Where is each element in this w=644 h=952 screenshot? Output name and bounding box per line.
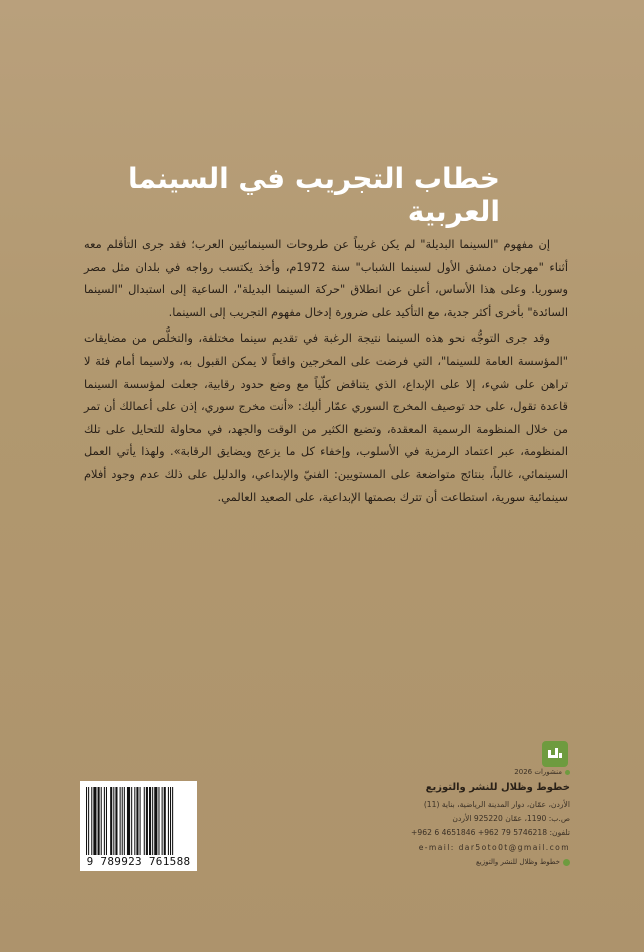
barcode-bar — [162, 787, 163, 855]
barcode-bar — [170, 787, 171, 855]
barcode-bar — [86, 787, 87, 855]
barcode-bar — [136, 787, 138, 855]
barcode-bar — [101, 787, 102, 855]
barcode-bar — [127, 787, 130, 855]
barcode-bar — [115, 787, 117, 855]
barcode-bar — [104, 787, 105, 855]
publisher-logo-glyph — [545, 745, 565, 763]
barcode-bar — [168, 787, 169, 855]
barcode-bars — [86, 787, 191, 855]
publisher-logo-icon — [542, 741, 568, 767]
series-label: منشورات 2026 — [514, 768, 562, 776]
facebook-icon — [563, 859, 570, 866]
publisher-address: الأردن، عمّان، دوار المدينة الرياضية، بناية (11) — [423, 800, 570, 809]
barcode-bar — [134, 787, 135, 855]
barcode-bar — [146, 787, 148, 855]
blurb-text — [84, 233, 568, 508]
barcode-bar — [124, 787, 125, 855]
barcode-bar — [93, 787, 96, 855]
publisher-name: خطوط وظلال للنشر والتوزيع — [425, 782, 570, 793]
barcode-bar — [110, 787, 112, 855]
book-title: خطاب التجريب في السينما العربية — [127, 162, 500, 228]
barcode-bar — [152, 787, 153, 855]
barcode-bar — [140, 787, 141, 855]
publisher-phone: تلفون: 5746218 79 962+ 4651846 6 962+ — [411, 828, 570, 837]
barcode-bar — [154, 787, 157, 855]
barcode-bar — [120, 787, 121, 855]
social-label: خطوط وظلال للنشر والتوزيع — [476, 858, 560, 866]
barcode-bar — [149, 787, 151, 855]
isbn-barcode — [80, 781, 197, 871]
series-dot-icon — [565, 770, 570, 775]
barcode-bar — [158, 787, 159, 855]
isbn-number: 9 789923 761588 — [86, 855, 191, 868]
barcode-bar — [106, 787, 107, 855]
publisher-social — [396, 858, 570, 866]
blurb-paragraph-1: إن مفهوم "السينما البديلة" لم يكن غريباً عن طروحات السينمائيين العرب؛ فقد جرى التأقلم معه أثناء "مهرجان دمشق الأول لسينما الشباب" سنة 1972م، وأخذ يكتسب رواجه في بلدان مثل مصر وسوريا. وعلى هذا الأساس، أعلن عن انطلاق "حركة السينما البديلة"، الساعية إلى استبدال "السينما السائدة" بأخرى أكثر جدية، مع التأكيد على ضرورة إدخال مفهوم التجريب إلى السينما. — [84, 237, 568, 319]
barcode-bar — [144, 787, 145, 855]
barcode-bar — [98, 787, 100, 855]
publication-series — [420, 768, 570, 776]
barcode-bar — [91, 787, 92, 855]
barcode-bar — [122, 787, 123, 855]
publisher-email: e-mail: dar5oto0t@gmail.com — [418, 843, 570, 852]
barcode-bar — [113, 787, 114, 855]
blurb-paragraph-2: وقد جرى التوجُّه نحو هذه السينما نتيجة الرغبة في تقديم سينما مختلفة، والتخلُّص من مضايقات "المؤسسة العامة للسينما"، التي فرضت على المخرجين واقعاً لا يمكن القبول به، ولاسيما أمام فئة لا تراهن على شيء، إلا على الإبداع، الذي يتناقض كلّياً مع وضع حدود رقابية، جعلت لمؤسسة السينما قاعدة تقول، على حد توصيف المخرج السوري عمّار أليك: «أنت مخرج سوري، إذن على أعمالك أن تمر من خلال المنظومة الرسمية المعقدة، وتضيع الكثير من الوقت والجهد، في محاولة للتحايل على تلك المنظومة، عبر اعتماد الرمزية في الأسلوب، وإخفاء كل ما يزعج ويضايق الرقابة». ولهذا يأتي العمل السينمائي، غالباً، بنتائج متواضعة على المستويين: الفنيّ والإبداعي، والدليل على ذلك عدم وجود أفلام سينمائية سورية، استطاعت أن تترك بصمتها الإبداعية، على الصعيد العالمي. — [84, 331, 568, 504]
barcode-bar — [88, 787, 89, 855]
barcode-bar — [164, 787, 166, 855]
barcode-bar — [131, 787, 132, 855]
publisher-pobox: ص.ب: 1190، عمّان 925220 الأردن — [452, 814, 570, 823]
barcode-bar — [172, 787, 173, 855]
